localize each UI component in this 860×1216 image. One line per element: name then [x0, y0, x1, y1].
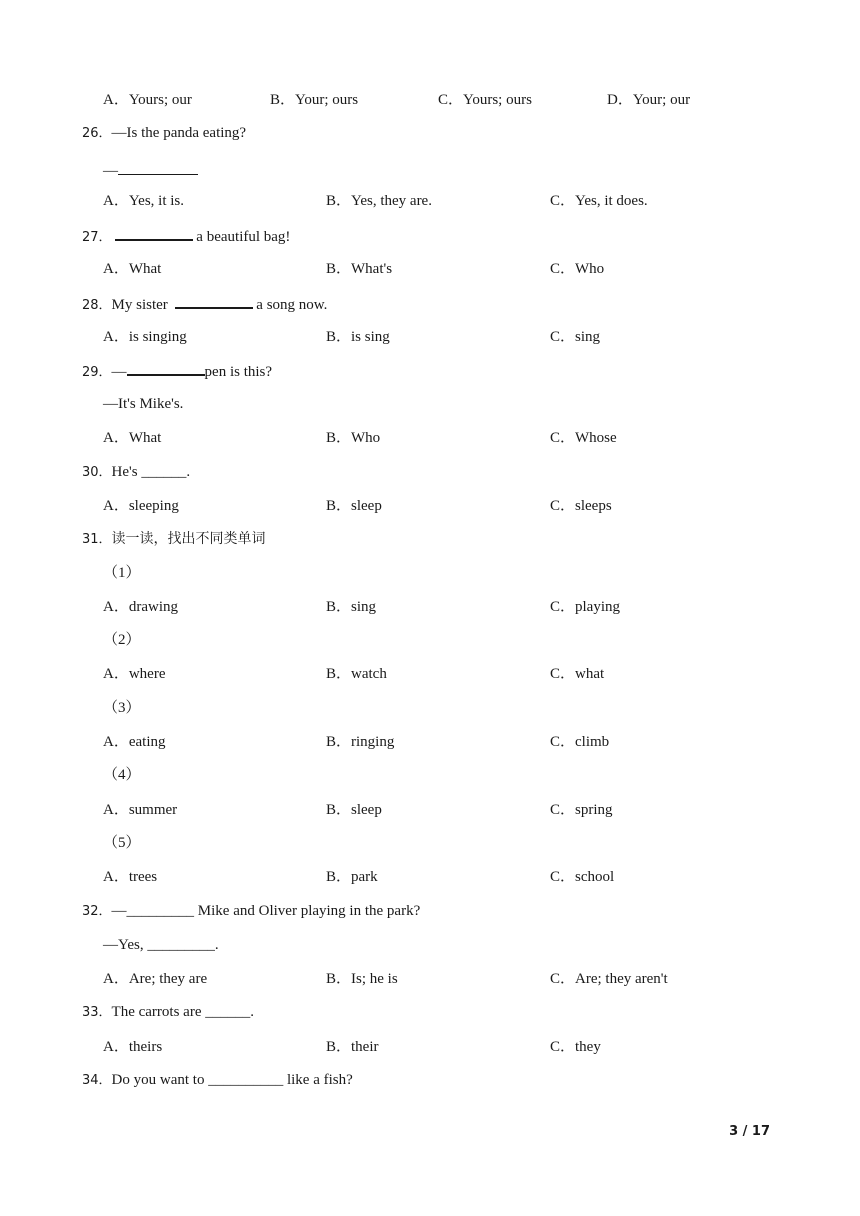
option-b: B．their [326, 1039, 379, 1055]
answer-line: —It's Mike's. [103, 396, 184, 412]
question-30 [82, 462, 190, 483]
option-a: A．theirs [103, 1039, 163, 1055]
option-c: C．Yes, it does. [550, 193, 648, 209]
question-text: a beautiful bag! [192, 229, 291, 245]
question-number: 27． [82, 230, 112, 245]
question-33 [82, 1002, 254, 1023]
option-b: B．park [326, 869, 378, 885]
question-26 [82, 123, 246, 144]
dash: — [111, 364, 127, 380]
option-d: D．Your; our [607, 92, 691, 108]
sub-question-label: （2） [103, 632, 141, 648]
option-c: C．they [550, 1039, 601, 1055]
option-b: B．ringing [326, 734, 395, 750]
question-text: My sister [111, 297, 172, 313]
option-b: B．Your; ours [270, 92, 359, 108]
option-a: A．What [103, 430, 162, 446]
option-a: A．trees [103, 869, 158, 885]
sub-question-label: （4） [103, 767, 141, 783]
option-b: B．Is; he is [326, 971, 398, 987]
page-number: 3 / 17 [729, 1124, 770, 1139]
option-a: A．Are; they are [103, 971, 208, 987]
question-text: a song now. [252, 297, 328, 313]
option-c: C．Yours; ours [438, 92, 532, 108]
option-c: C．Who [550, 261, 605, 277]
option-a: A．Yours; our [103, 92, 192, 108]
option-a: A．What [103, 261, 162, 277]
question-number: 28． [82, 298, 112, 313]
option-b: B．sleep [326, 802, 382, 818]
question-number: 33． [82, 1005, 112, 1020]
option-a: A．eating [103, 734, 166, 750]
option-b: B．What's [326, 261, 393, 277]
question-27 [82, 225, 290, 248]
answer-blank [115, 225, 193, 241]
question-text: Do you want to __________ like a fish? [111, 1072, 353, 1088]
question-text: He's ______. [111, 464, 191, 480]
sub-question-label: （5） [103, 835, 141, 851]
question-text: —Is the panda eating? [111, 125, 247, 141]
answer-line: —Yes, _________. [103, 937, 219, 953]
question-number: 30． [82, 465, 112, 480]
question-34 [82, 1070, 353, 1091]
option-c: C．sing [550, 329, 601, 345]
option-b: B．is sing [326, 329, 390, 345]
sub-question-label: （1） [103, 565, 141, 581]
answer-blank [175, 293, 253, 309]
question-number: 26． [82, 126, 112, 141]
sub-question-label: （3） [103, 700, 141, 716]
question-text: 读一读，找出不同类单词 [111, 531, 266, 547]
question-number: 29． [82, 365, 112, 380]
option-a: A．drawing [103, 599, 178, 615]
answer-line [103, 160, 198, 181]
question-31 [82, 529, 266, 550]
option-a: A．is singing [103, 329, 187, 345]
option-a: A．Yes, it is. [103, 193, 184, 209]
question-29 [82, 360, 272, 383]
option-c: C．climb [550, 734, 610, 750]
answer-blank [127, 360, 205, 376]
option-b: B．Yes, they are. [326, 193, 432, 209]
option-c: C．playing [550, 599, 620, 615]
question-number: 31． [82, 532, 112, 547]
option-b: B．watch [326, 666, 387, 682]
dash: — [103, 163, 118, 179]
option-c: C．Are; they aren't [550, 971, 668, 987]
option-b: B．sing [326, 599, 377, 615]
question-text: pen is this? [204, 364, 273, 380]
option-c: C．what [550, 666, 605, 682]
option-c: C．Whose [550, 430, 617, 446]
option-c: C．spring [550, 802, 613, 818]
option-a: A．sleeping [103, 498, 179, 514]
option-a: A．summer [103, 802, 178, 818]
question-32 [82, 901, 420, 922]
question-28 [82, 293, 327, 316]
question-text: The carrots are ______. [111, 1004, 254, 1020]
question-text: —_________ Mike and Oliver playing in the park? [111, 903, 421, 919]
answer-blank [118, 160, 198, 175]
option-c: C．school [550, 869, 615, 885]
option-c: C．sleeps [550, 498, 612, 514]
option-b: B．Who [326, 430, 381, 446]
option-a: A．where [103, 666, 166, 682]
option-b: B．sleep [326, 498, 382, 514]
question-number: 32． [82, 904, 112, 919]
question-number: 34． [82, 1073, 112, 1088]
